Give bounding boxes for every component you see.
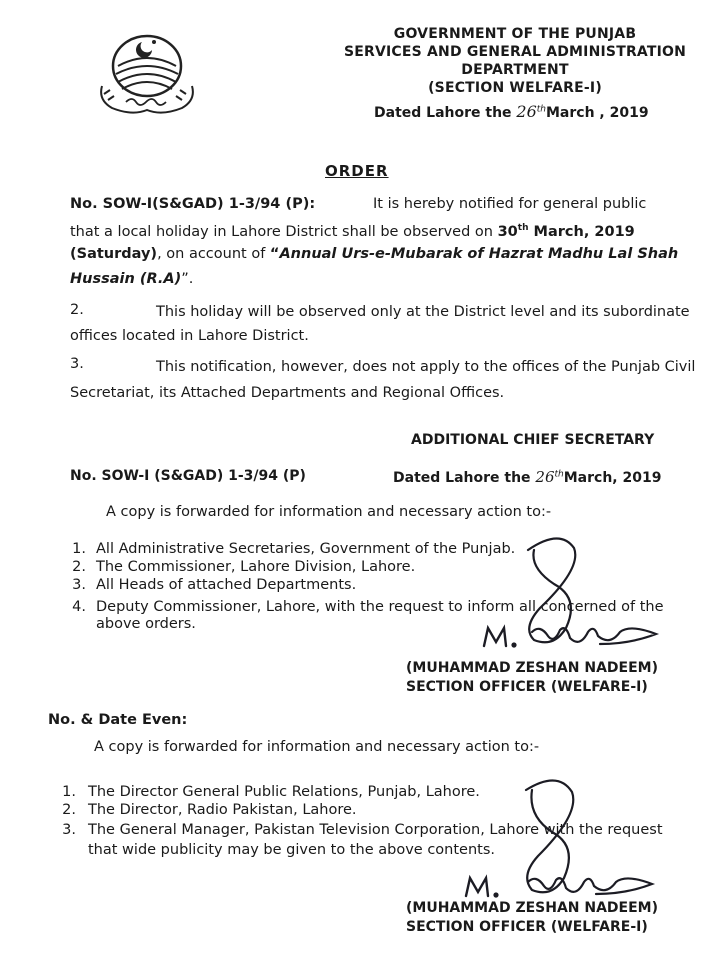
copy2-recipient-list: 1. The Director General Public Relations, Punjab, Lahore. 2. The Director, Radio Pakistan, Lahore. 3. The General Manager, Pakistan Television Corporation, Lahore with the request that wide publicity may be given to the above contents. xyxy=(62,784,663,858)
copy1-date: Dated Lahore the 26thMarch, 2019 xyxy=(393,468,662,486)
header-line-department: DEPARTMENT xyxy=(461,62,569,78)
order-para1-line1: It is hereby notified for general public xyxy=(373,196,647,212)
order-para1-line4: Hussain (R.A)”. xyxy=(70,271,194,287)
header-line-government: GOVERNMENT OF THE PUNJAB xyxy=(393,26,637,42)
order-para2-line1: This holiday will be observed only at the District level and its subordinate xyxy=(156,304,690,320)
order-number: No. SOW-I(S&GAD) 1-3/94 (P): xyxy=(70,196,316,212)
order-signatory: ADDITIONAL CHIEF SECRETARY xyxy=(411,432,655,448)
order-para2-line2: offices located in Lahore District. xyxy=(70,328,309,344)
order-para1-line3: (Saturday), on account of “Annual Urs-e-Mubarak of Hazrat Madhu Lal Shah xyxy=(70,246,679,262)
header-date: Dated Lahore the 26thMarch , 2019 xyxy=(374,102,649,121)
order-title: ORDER xyxy=(325,162,389,180)
order-para2-number: 2. xyxy=(70,302,84,318)
copy2-signer-name: (MUHAMMAD ZESHAN NADEEM) xyxy=(406,900,659,916)
header-date-day: 26 xyxy=(516,102,537,121)
copy1-signer-title: SECTION OFFICER (WELFARE-I) xyxy=(406,679,648,695)
copy2-intro: A copy is forwarded for information and necessary action to:- xyxy=(94,739,540,755)
copy1-intro: A copy is forwarded for information and necessary action to:- xyxy=(106,504,552,520)
header-line-section: (SECTION WELFARE-I) xyxy=(428,80,602,96)
order-para3-line2: Secretariat, its Attached Departments and Regional Offices. xyxy=(70,385,505,401)
order-para3-line1: This notification, however, does not apply to the offices of the Punjab Civil xyxy=(156,359,696,375)
copy2-label: No. & Date Even: xyxy=(48,712,188,728)
order-para3-number: 3. xyxy=(70,356,84,372)
copy1-recipient-list: 1. All Administrative Secretaries, Government of the Punjab. 2. The Commissioner, Lahore Division, Lahore. 3. All Heads of attached Departments. 4. Deputy Commissioner, Lahore, with the request to inform all concerned of the above orders. xyxy=(72,541,664,632)
header-line-department-name: SERVICES AND GENERAL ADMINISTRATION xyxy=(343,44,687,60)
punjab-emblem-icon xyxy=(82,28,212,116)
order-para1-line2: that a local holiday in Lahore District shall be observed on 30th March, 2019 xyxy=(70,223,635,240)
copy2-signer-title: SECTION OFFICER (WELFARE-I) xyxy=(406,919,648,935)
copy1-signer-name: (MUHAMMAD ZESHAN NADEEM) xyxy=(406,660,659,676)
copy1-number: No. SOW-I (S&GAD) 1-3/94 (P) xyxy=(70,468,306,484)
